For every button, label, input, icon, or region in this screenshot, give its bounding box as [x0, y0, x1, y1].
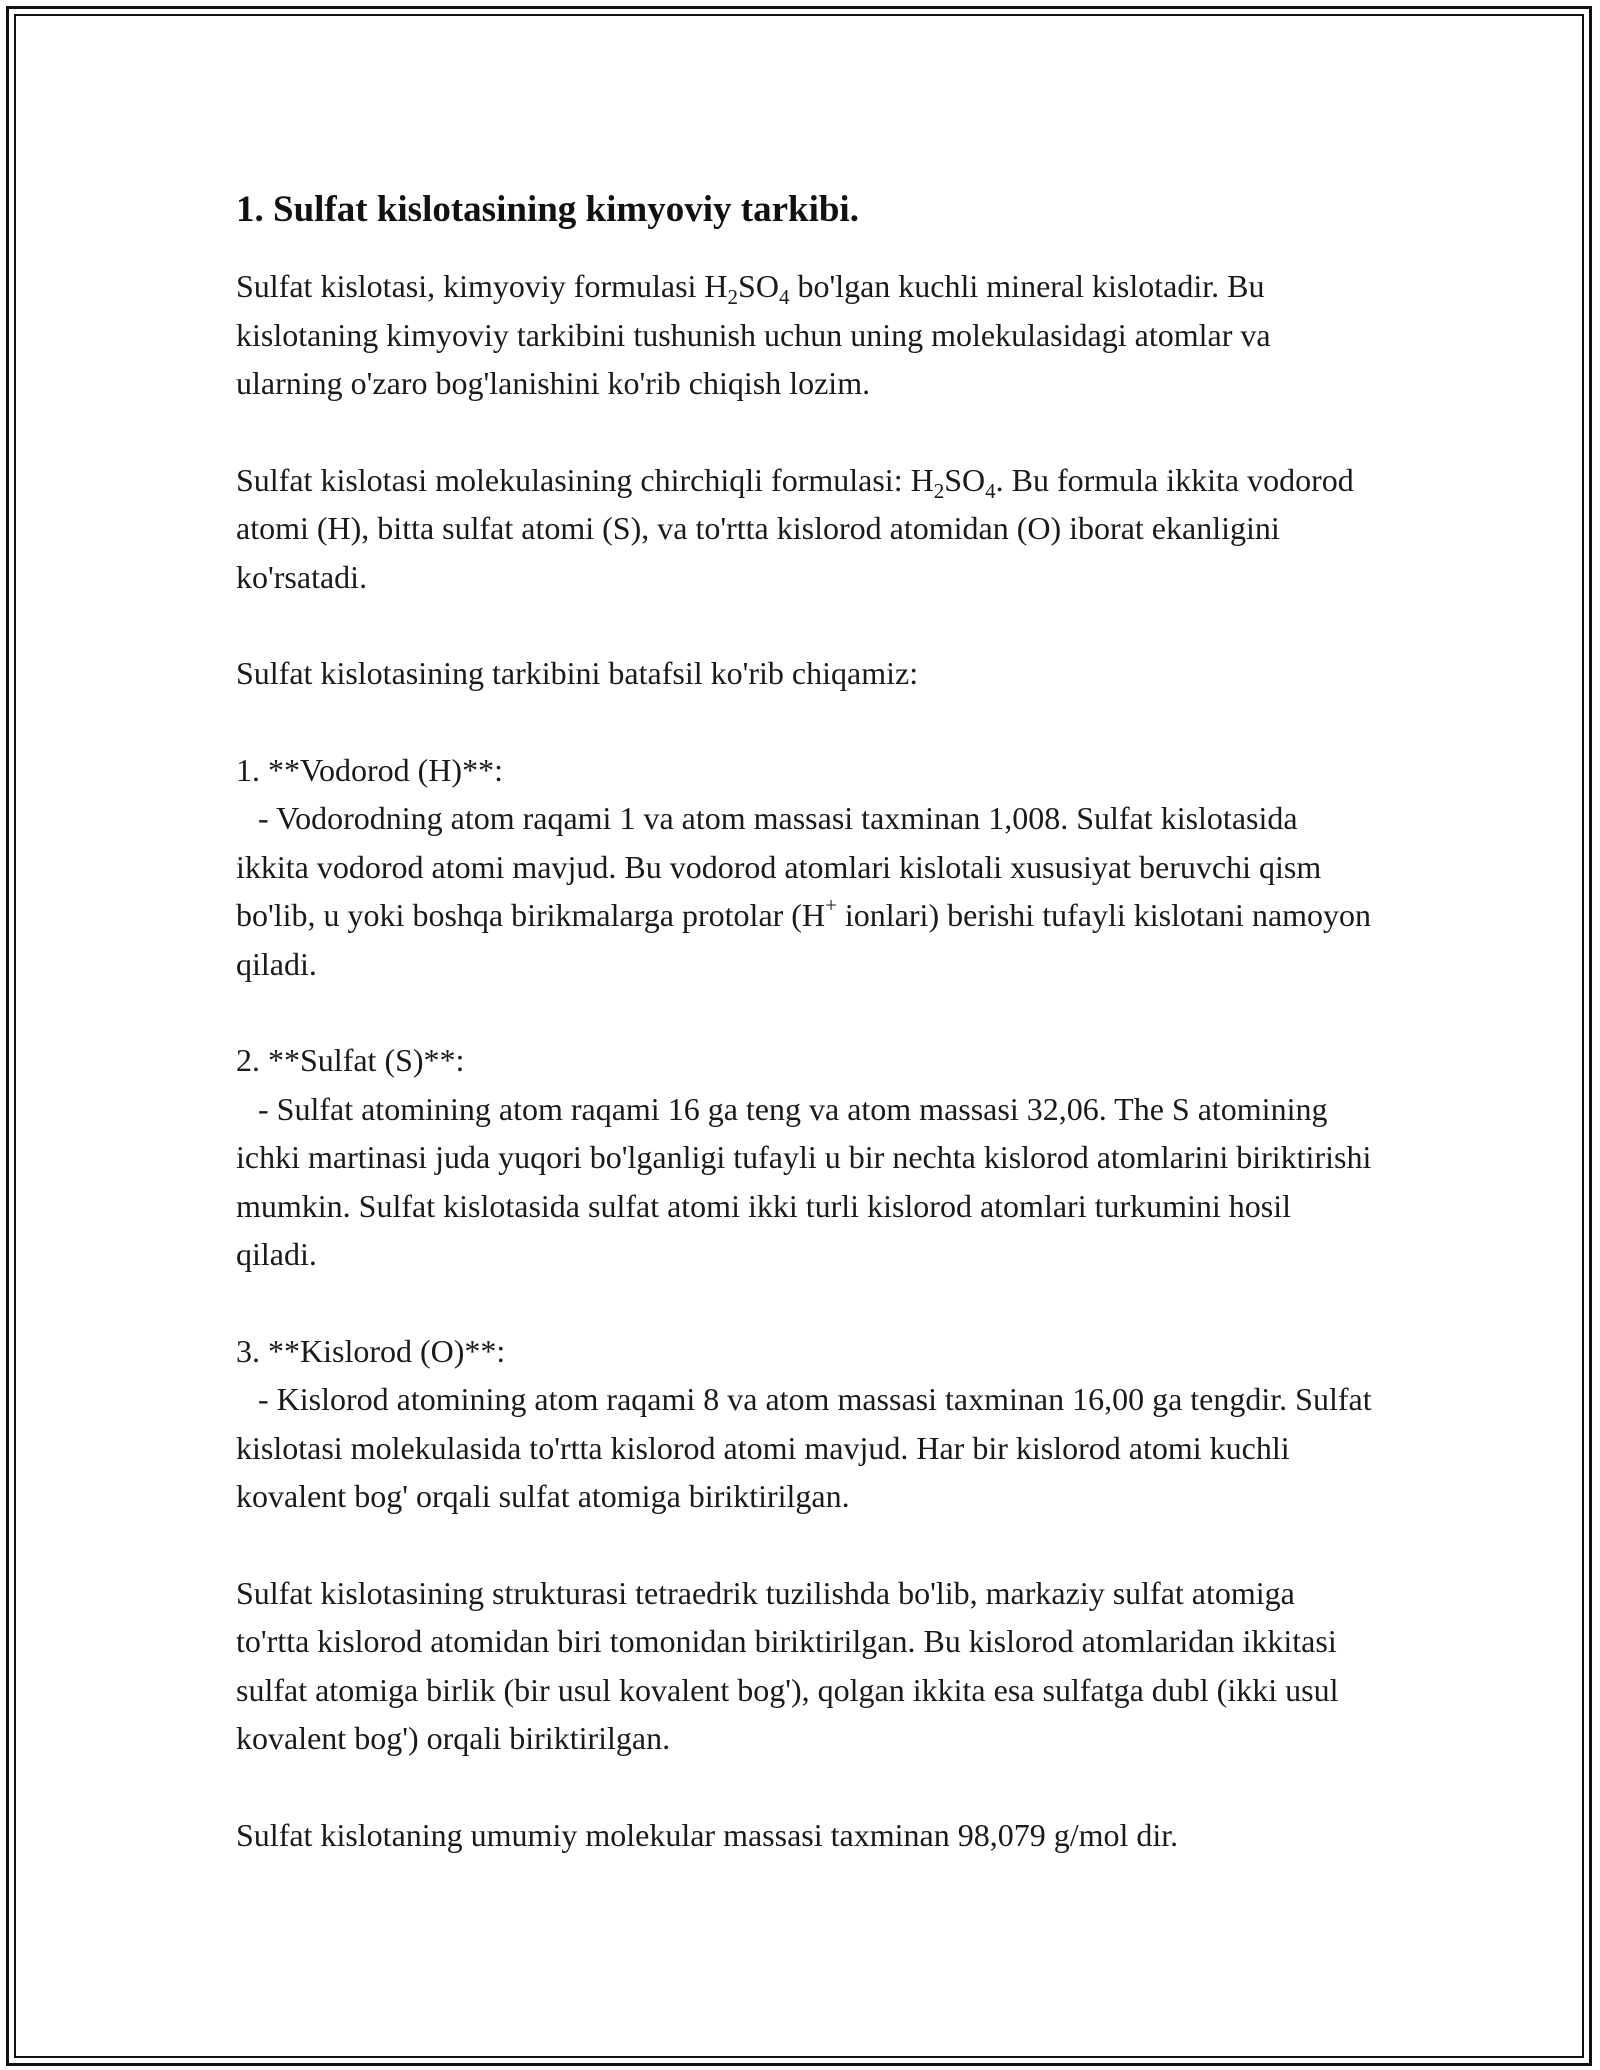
- formula-paragraph: [236, 456, 1376, 602]
- list-item-title: 1. **Vodorod (H)**:: [236, 751, 503, 788]
- list-item-title: 3. **Kislorod (O)**:: [236, 1332, 506, 1369]
- structure-paragraph: Sulfat kislotasining strukturasi tetraedrik tuzilishda bo'lib, markaziy sulfat atomiga to'rtta kislorod atomidan biri tomonidan biriktirilgan. Bu kislorod atomlaridan ikkitasi sulfat atomiga birlik (bir usul kovalent bog'), qolgan ikkita esa sulfatga dubl (ikki usul kovalent bog') orqali biriktirilgan.: [236, 1574, 1339, 1756]
- list-item-text: - Sulfat atomining atom raqami 16 ga teng va atom massasi 32,06. The S atomining ichki martinasi juda yuqori bo'lganligi tufayli u bir nechta kislorod atomlarini biriktirishi mumkin. Sulfat kislotasida sulfat atomi ikki turli kislorod atomlari turkumini hosil qiladi.: [236, 1090, 1372, 1272]
- intro-paragraph: [236, 262, 1376, 408]
- detail-intro-paragraph: Sulfat kislotasining tarkibini batafsil ko'rib chiqamiz:: [236, 655, 919, 691]
- list-item-text: - Vodorodning atom raqami 1 va atom massasi taxminan 1,008. Sulfat kislotasida ikkita vodorod atomi mavjud. Bu vodorod atomlari kislotali xususiyat beruvchi qism bo'lib, u yoki boshqa birikmalarga protolar (H: [236, 800, 1322, 933]
- intro-text-3: bo'lgan kuchli mineral kislotadir. Bu kislotaning kimyoviy tarkibini tushunish uchun uning molekulasidagi atomlar va ularning o'zaro bog'lanishini ko'rib chiqish lozim.: [236, 268, 1271, 401]
- section-title: 1. Sulfat kislotasining kimyoviy tarkibi.: [236, 189, 859, 230]
- list-item-text-continued: ionlari) berishi tufayli kislotani namoyon qiladi.: [236, 897, 1372, 982]
- list-item-text: - Kislorod atomining atom raqami 8 va atom massasi taxminan 16,00 ga tengdir. Sulfat kislotasi molekulasida to'rtta kislorod atomi mavjud. Har bir kislorod atomi kuchli kovalent bog' orqali sulfat atomiga biriktirilgan.: [236, 1381, 1372, 1514]
- list-item-title: 2. **Sulfat (S)**:: [236, 1042, 465, 1078]
- list-item-oxygen: [236, 1327, 1376, 1521]
- molecular-mass-paragraph: Sulfat kislotaning umumiy molekular massasi taxminan 98,079 g/mol dir.: [236, 1816, 1179, 1853]
- list-item-superscript: +: [825, 893, 837, 917]
- list-item-hydrogen: [236, 746, 1376, 989]
- formula-subscript-1: 2: [933, 478, 945, 503]
- formula-text-1: Sulfat kislotasi molekulasining chirchiqli formulasi: H: [236, 461, 934, 498]
- intro-text-1: Sulfat kislotasi, kimyoviy formulasi H: [236, 268, 728, 304]
- formula-subscript-2: 4: [985, 478, 996, 503]
- formula-text-3: . Bu formula ikkita vodorod atomi (H), bitta sulfat atomi (S), va to'rtta kislorod atomidan (O) iborat ekanligini ko'rsatadi.: [236, 461, 1354, 595]
- intro-subscript-1: 2: [727, 285, 739, 309]
- intro-text-2: SO: [738, 268, 779, 304]
- formula-text-2: SO: [944, 461, 986, 498]
- intro-subscript-2: 4: [778, 285, 790, 309]
- document-body: [236, 186, 1376, 1907]
- list-item-sulfur: [236, 1036, 1376, 1279]
